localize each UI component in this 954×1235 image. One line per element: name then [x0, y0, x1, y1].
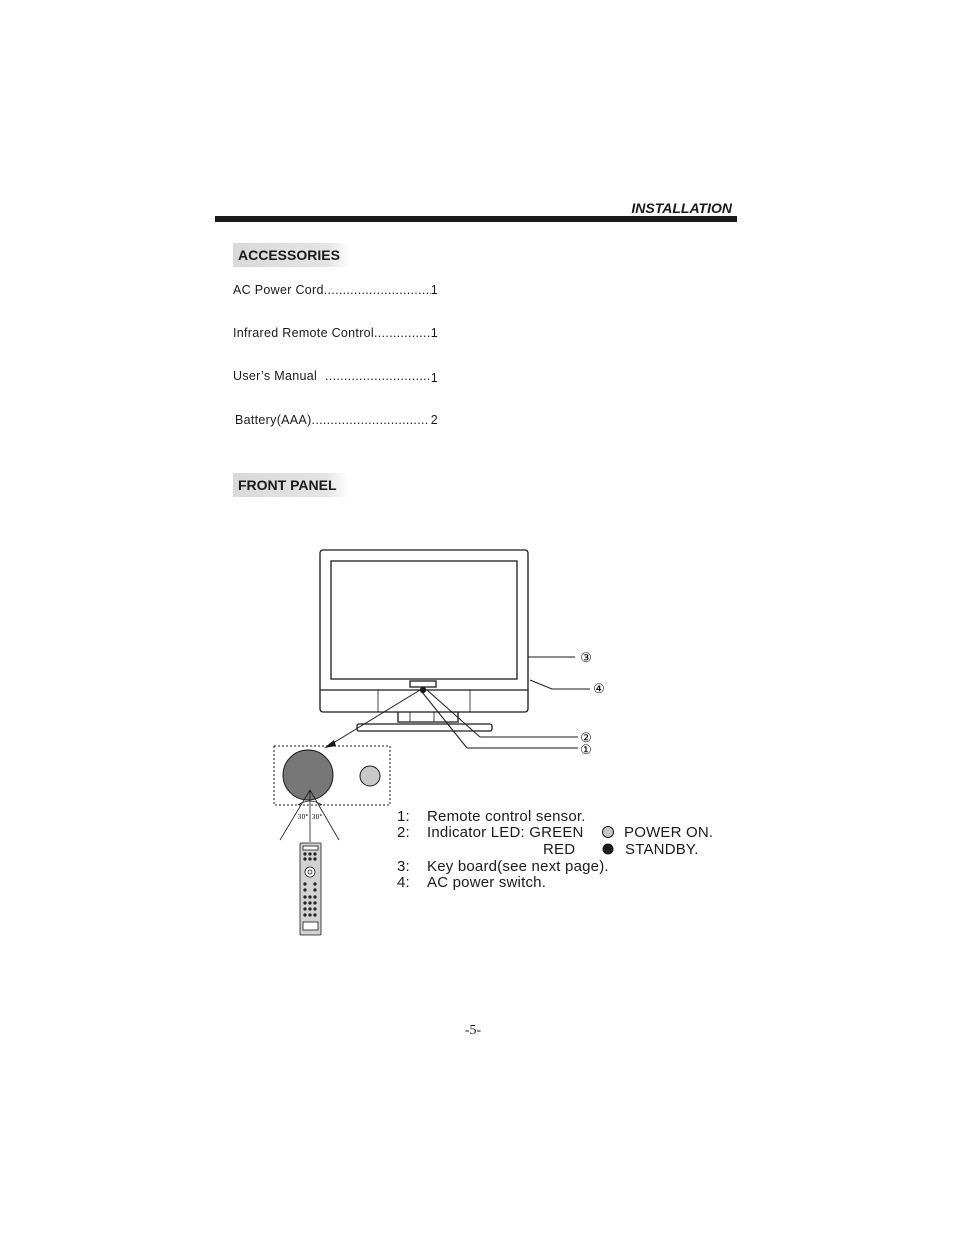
- callout-2: ②: [580, 731, 592, 746]
- angle-label-right: 30°: [311, 814, 323, 821]
- accessory-name: Infrared Remote Control: [233, 326, 374, 340]
- arrow-head: [324, 740, 336, 748]
- tv-illustration: [320, 550, 528, 731]
- legend-power-on: POWER ON.: [624, 824, 714, 841]
- accessory-qty: 1: [430, 371, 438, 385]
- callout-4: ④: [593, 682, 605, 697]
- section-title: INSTALLATION: [631, 200, 732, 216]
- tv-screen: [331, 561, 517, 679]
- accessory-qty: 2: [430, 413, 438, 427]
- legend-standby: STANDBY.: [625, 841, 699, 858]
- indicator-led-circle: [360, 766, 380, 786]
- callout-3: ③: [580, 651, 592, 666]
- legend-red-label: RED: [543, 841, 576, 858]
- green-led-icon: [603, 827, 614, 838]
- angle-label-left: 30°: [297, 814, 309, 821]
- accessory-qty: 1: [430, 326, 438, 340]
- accessory-name: User’s Manual: [233, 369, 318, 383]
- remote-sensor-circle: [283, 750, 333, 800]
- callout-1: ①: [580, 743, 592, 758]
- red-led-icon: [603, 844, 614, 855]
- page-number: -5-: [464, 1023, 482, 1038]
- front-panel-heading: FRONT PANEL: [233, 473, 349, 497]
- tv-button-panel: [410, 681, 436, 687]
- accessory-qty: 1: [430, 283, 438, 297]
- tv-neck: [398, 712, 458, 722]
- accessory-name: AC Power Cord: [233, 283, 324, 297]
- remote-control-illustration: [300, 843, 321, 935]
- legend-item-3: 3: Key board(see next page).: [397, 858, 609, 875]
- sensor-dot: [421, 688, 426, 693]
- accessories-heading: ACCESSORIES: [233, 243, 351, 267]
- legend-item-2: 2: Indicator LED: GREEN: [397, 824, 584, 841]
- callout-lines: [330, 657, 590, 748]
- legend-item-4: 4: AC power switch.: [397, 874, 547, 891]
- accessory-name: Battery(AAA): [235, 413, 312, 427]
- legend-item-1: 1: Remote control sensor.: [397, 808, 586, 825]
